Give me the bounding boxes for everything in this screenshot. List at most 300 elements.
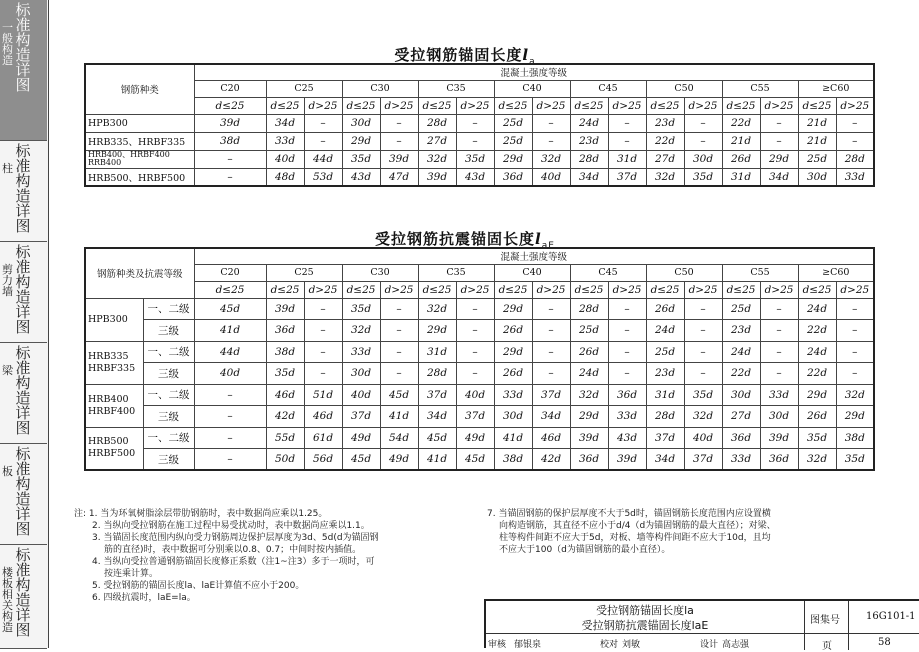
value-cell: 32d [646,168,684,186]
value-cell: 36d [722,427,760,449]
concrete-grade-header: 混凝土强度等级 [194,248,874,264]
value-cell: 23d [722,320,760,342]
value-cell: 37d [532,384,570,406]
sidebar-tab-label: 标准构造详图 [15,1,31,94]
diameter-header: d>25 [532,281,570,298]
value-cell: 46d [532,427,570,449]
note-line: 筋的直径)时，表中数据可分别乘以0.8、0.7；中间时按内插值。 [104,545,362,555]
value-cell: – [456,114,494,132]
value-cell: 33d [342,341,380,363]
value-cell: 34d [760,168,798,186]
table1-title-sub: a [529,57,536,67]
sidebar-tab-section: 楼板相关构造 [2,566,13,634]
value-cell: 25d [570,320,608,342]
value-cell: – [380,341,418,363]
value-cell: 22d [722,114,760,132]
value-cell: 41d [418,449,456,471]
seismic-level-cell: 一、二级 [143,384,194,406]
value-cell: 24d [570,114,608,132]
sidebar-tab-6[interactable] [0,545,47,649]
value-cell: 40d [532,168,570,186]
value-cell: – [684,320,722,342]
value-cell: 43d [342,168,380,186]
table1-title-symbol: l [522,46,530,64]
value-cell: 37d [342,406,380,428]
value-cell: 48d [266,168,304,186]
sidebar-tab-label: 标准构造详图 [15,142,31,235]
value-cell: 40d [684,427,722,449]
value-cell: 29d [418,320,456,342]
value-cell: – [456,341,494,363]
grade-header: C40 [494,264,570,281]
value-cell: – [532,320,570,342]
value-cell: 39d [418,168,456,186]
value-cell: 35d [266,363,304,385]
value-cell: 32d [798,449,836,471]
diameter-header: d>25 [456,281,494,298]
value-cell: 37d [418,384,456,406]
value-cell: – [194,406,266,428]
value-cell: 34d [646,449,684,471]
grade-header: C35 [418,264,494,281]
value-cell: – [194,384,266,406]
title-block-line1: 受拉钢筋锚固长度la [596,604,694,617]
value-cell: – [532,132,570,150]
grade-header: C45 [570,80,646,97]
table2-title-text: 受拉钢筋抗震锚固长度 [375,230,536,248]
value-cell: 21d [798,114,836,132]
value-cell: – [532,341,570,363]
value-cell: 39d [194,114,266,132]
grade-header: C25 [266,264,342,281]
value-cell: 31d [646,384,684,406]
value-cell: 23d [646,114,684,132]
grade-header: C30 [342,264,418,281]
value-cell: 35d [342,298,380,320]
value-cell: – [836,298,874,320]
value-cell: – [194,449,266,471]
value-cell: 35d [456,150,494,168]
grade-header: C50 [646,80,722,97]
value-cell: – [194,168,266,186]
value-cell: – [456,298,494,320]
grade-header: C20 [194,264,266,281]
value-cell: 42d [532,449,570,471]
value-cell: 28d [418,114,456,132]
value-cell: 25d [798,150,836,168]
seismic-level-cell: 三级 [143,449,194,471]
value-cell: 32d [684,406,722,428]
value-cell: 38d [494,449,532,471]
value-cell: 33d [266,132,304,150]
note-line: 按连乘计算。 [104,569,159,579]
note-line: 柱等构件间距不应大于5d，对板、墙等构件间距不应大于10d，且均 [499,533,771,543]
value-cell: 50d [266,449,304,471]
value-cell: 44d [194,341,266,363]
sidebar-tab-label: 标准构造详图 [15,546,31,639]
row-label-header: 钢筋种类 [85,64,194,114]
value-cell: – [194,150,266,168]
seismic-level-cell: 三级 [143,320,194,342]
value-cell: 38d [266,341,304,363]
grade-header: C45 [570,264,646,281]
value-cell: 21d [722,132,760,150]
note-line: 注: 1. 当为环氧树脂涂层带肋钢筋时，表中数据尚应乘以1.25。 [74,509,328,519]
value-cell: 32d [418,298,456,320]
value-cell: 40d [342,384,380,406]
value-cell: 27d [418,132,456,150]
sidebar-tab-label: 标准构造详图 [15,243,31,336]
value-cell: 28d [646,406,684,428]
value-cell: 51d [304,384,342,406]
sidebar-tab-1[interactable] [0,0,47,141]
diameter-header: d≤25 [722,281,760,298]
value-cell: – [532,363,570,385]
value-cell: 40d [266,150,304,168]
value-cell: 30d [494,406,532,428]
seismic-level-cell: 一、二级 [143,427,194,449]
value-cell: 46d [304,406,342,428]
value-cell: 49d [342,427,380,449]
value-cell: – [684,132,722,150]
diameter-header: d≤25 [194,281,266,298]
value-cell: 28d [570,298,608,320]
notes-left [74,508,474,604]
value-cell: – [760,298,798,320]
value-cell: 34d [570,168,608,186]
value-cell: 31d [722,168,760,186]
diameter-header: d≤25 [798,97,836,114]
sidebar-tab-3[interactable] [0,242,47,343]
grade-header: ≥C60 [798,80,874,97]
steel-type-cell: HRB335 HRBF335 [85,341,143,384]
value-cell: – [608,114,646,132]
value-cell: 36d [494,168,532,186]
value-cell: 32d [836,384,874,406]
grade-header: C50 [646,264,722,281]
diameter-header: d≤25 [342,97,380,114]
value-cell: 35d [684,384,722,406]
value-cell: 31d [608,150,646,168]
value-cell: 27d [646,150,684,168]
value-cell: – [608,363,646,385]
sidebar-tab-section: 一般构造 [2,21,13,67]
value-cell: 23d [570,132,608,150]
value-cell: 33d [760,384,798,406]
review-label: 审核 [488,640,507,650]
diameter-header: d≤25 [494,281,532,298]
value-cell: – [684,298,722,320]
value-cell: 39d [570,427,608,449]
value-cell: – [532,298,570,320]
grade-header: C30 [342,80,418,97]
value-cell: 21d [798,132,836,150]
value-cell: 29d [494,341,532,363]
value-cell: 38d [836,427,874,449]
value-cell: 44d [304,150,342,168]
value-cell: 22d [798,363,836,385]
value-cell: 40d [194,363,266,385]
value-cell: 26d [494,320,532,342]
steel-type-cell: HRB400、HRBF400 RRB400 [85,150,194,168]
value-cell: 22d [646,132,684,150]
designer-name: 高志强 [722,640,750,650]
value-cell: 27d [722,406,760,428]
diameter-header: d>25 [608,97,646,114]
value-cell: 53d [304,168,342,186]
value-cell: 22d [722,363,760,385]
value-cell: 35d [684,168,722,186]
atlas-label: 图集号 [810,615,840,626]
value-cell: 31d [418,341,456,363]
table2-title-sub: aE [541,241,555,251]
value-cell: 37d [608,168,646,186]
value-cell: – [380,320,418,342]
value-cell: 32d [342,320,380,342]
steel-type-cell: HPB300 [85,114,194,132]
value-cell: 33d [494,384,532,406]
value-cell: 61d [304,427,342,449]
diameter-header: d>25 [684,281,722,298]
value-cell: 49d [456,427,494,449]
value-cell: 25d [494,114,532,132]
anchorage-length-table [84,63,875,187]
value-cell: – [684,341,722,363]
diameter-header: d≤25 [266,97,304,114]
grade-header: C25 [266,80,342,97]
value-cell: – [608,341,646,363]
value-cell: 33d [722,449,760,471]
value-cell: 37d [456,406,494,428]
notes-right [487,508,907,556]
value-cell: 36d [760,449,798,471]
note-line: 2. 当纵向受拉钢筋在施工过程中易受扰动时，表中数据尚应乘以1.1。 [92,521,370,531]
seismic-anchorage-length-table [84,247,875,471]
value-cell: 45d [456,449,494,471]
checker-name: 刘敏 [622,640,641,650]
value-cell: – [760,363,798,385]
value-cell: – [194,427,266,449]
value-cell: – [380,132,418,150]
value-cell: 29d [342,132,380,150]
grade-header: ≥C60 [798,264,874,281]
value-cell: 37d [646,427,684,449]
value-cell: 34d [532,406,570,428]
steel-type-cell: HRB400 HRBF400 [85,384,143,427]
value-cell: 24d [722,341,760,363]
value-cell: – [304,298,342,320]
diameter-header: d≤25 [570,97,608,114]
row-label-header: 钢筋种类及抗震等级 [85,248,194,298]
value-cell: 26d [646,298,684,320]
value-cell: 26d [570,341,608,363]
sidebar [0,0,49,648]
value-cell: 34d [418,406,456,428]
diameter-header: d>25 [380,281,418,298]
value-cell: – [608,132,646,150]
atlas-number: 16G101-1 [866,611,916,622]
value-cell: 24d [798,341,836,363]
value-cell: 23d [646,363,684,385]
value-cell: – [836,341,874,363]
sidebar-tab-2[interactable] [0,141,47,242]
value-cell: 39d [380,150,418,168]
value-cell: 41d [494,427,532,449]
value-cell: 39d [760,427,798,449]
value-cell: 28d [570,150,608,168]
value-cell: – [836,363,874,385]
value-cell: 45d [342,449,380,471]
seismic-level-cell: 三级 [143,406,194,428]
value-cell: 24d [798,298,836,320]
steel-type-cell: HRB500、HRBF500 [85,168,194,186]
value-cell: 40d [456,384,494,406]
value-cell: – [380,114,418,132]
note-line: 5. 受拉钢筋的锚固长度la、laE计算值不应小于200。 [92,581,305,591]
diameter-header: d>25 [836,281,874,298]
value-cell: 28d [836,150,874,168]
value-cell: – [380,363,418,385]
value-cell: 26d [494,363,532,385]
value-cell: – [836,132,874,150]
seismic-level-cell: 一、二级 [143,298,194,320]
note-line: 向构造钢筋，其直径不应小于d/4（d为锚固钢筋的最大直径）；对梁、 [499,521,776,531]
value-cell: – [608,298,646,320]
value-cell: 47d [380,168,418,186]
grade-header: C35 [418,80,494,97]
value-cell: 43d [608,427,646,449]
value-cell: 45d [194,298,266,320]
value-cell: – [304,341,342,363]
value-cell: – [380,298,418,320]
design-label: 设计 [700,640,719,650]
value-cell: – [304,132,342,150]
sidebar-tab-5[interactable] [0,444,47,545]
value-cell: 26d [798,406,836,428]
grade-header: C40 [494,80,570,97]
diameter-header: d>25 [836,97,874,114]
page-number: 58 [878,637,891,648]
grade-header: C55 [722,264,798,281]
steel-type-cell: HRB500 HRBF500 [85,427,143,470]
value-cell: – [456,363,494,385]
value-cell: 30d [798,168,836,186]
title-block-title [490,603,800,633]
value-cell: 42d [266,406,304,428]
diameter-header: d>25 [532,97,570,114]
value-cell: 30d [684,150,722,168]
value-cell: 38d [194,132,266,150]
diameter-header: d>25 [760,281,798,298]
diameter-header: d≤25 [646,281,684,298]
sidebar-tab-section: 柱 [2,162,13,175]
value-cell: 32d [418,150,456,168]
value-cell: – [684,114,722,132]
seismic-level-cell: 三级 [143,363,194,385]
diameter-header: d>25 [380,97,418,114]
value-cell: 36d [570,449,608,471]
value-cell: 25d [646,341,684,363]
value-cell: 32d [532,150,570,168]
value-cell: 28d [418,363,456,385]
diameter-header: d>25 [608,281,646,298]
value-cell: 25d [722,298,760,320]
note-line: 6. 四级抗震时，laE=la。 [92,593,196,603]
diameter-header: d≤25 [418,97,456,114]
value-cell: 29d [494,298,532,320]
seismic-level-cell: 一、二级 [143,341,194,363]
diameter-header: d>25 [684,97,722,114]
value-cell: – [760,114,798,132]
value-cell: 45d [380,384,418,406]
diameter-header: d≤25 [722,97,760,114]
value-cell: 36d [608,384,646,406]
diameter-header: d≤25 [418,281,456,298]
value-cell: 33d [608,406,646,428]
value-cell: – [608,320,646,342]
note-line: 不应大于100（d为锚固钢筋的最小直径）。 [499,545,671,555]
value-cell: 24d [570,363,608,385]
sidebar-tab-label: 标准构造详图 [15,344,31,437]
value-cell: – [304,320,342,342]
value-cell: 55d [266,427,304,449]
diameter-header: d>25 [760,97,798,114]
value-cell: 29d [836,406,874,428]
value-cell: – [456,132,494,150]
sidebar-tab-section: 剪力墙 [2,263,13,298]
value-cell: 35d [798,427,836,449]
value-cell: – [760,341,798,363]
sidebar-tab-section: 板 [2,465,13,478]
value-cell: 29d [798,384,836,406]
value-cell: 45d [418,427,456,449]
title-block [484,599,919,652]
value-cell: 37d [684,449,722,471]
concrete-grade-header: 混凝土强度等级 [194,64,874,80]
sidebar-tab-section: 梁 [2,364,13,377]
diameter-header: d≤25 [194,97,266,114]
note-line: 7. 当锚固钢筋的保护层厚度不大于5d时，锚固钢筋长度范围内应设置横 [487,509,771,519]
check-label: 校对 [600,640,619,650]
diameter-header: d>25 [304,281,342,298]
note-line: 3. 当锚固长度范围内纵向受力钢筋周边保护层厚度为3d、5d(d为锚固钢 [92,533,379,543]
value-cell: 30d [342,363,380,385]
value-cell: 34d [266,114,304,132]
note-line: 4. 当纵向受拉普通钢筋锚固长度修正系数（注1~注3）多于一项时，可 [92,557,375,567]
value-cell: 22d [798,320,836,342]
value-cell: 29d [760,150,798,168]
value-cell: 46d [266,384,304,406]
value-cell: 43d [456,168,494,186]
value-cell: – [836,114,874,132]
title-block-line2: 受拉钢筋抗震锚固长度laE [581,619,709,632]
diameter-header: d>25 [456,97,494,114]
value-cell: 29d [494,150,532,168]
value-cell: 56d [304,449,342,471]
value-cell: 30d [760,406,798,428]
value-cell: – [684,363,722,385]
value-cell: 41d [380,406,418,428]
value-cell: 36d [266,320,304,342]
diameter-header: d≤25 [798,281,836,298]
page-label: 页 [822,641,832,652]
value-cell: 25d [494,132,532,150]
value-cell: 32d [570,384,608,406]
value-cell: – [760,132,798,150]
diameter-header: d≤25 [570,281,608,298]
sidebar-tab-4[interactable] [0,343,47,444]
value-cell: – [304,363,342,385]
